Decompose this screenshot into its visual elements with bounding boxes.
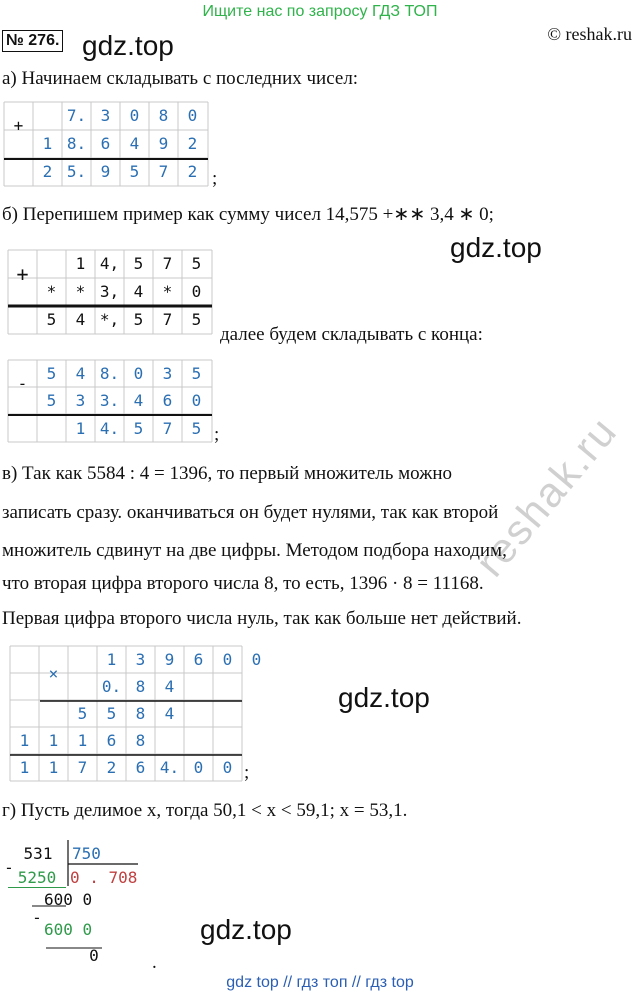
first-subtrahend: 5250 bbox=[8, 868, 66, 888]
minus-sign: - bbox=[4, 858, 14, 877]
cell: 0 bbox=[222, 758, 233, 777]
cell: 0 bbox=[129, 106, 140, 125]
cell: 5 bbox=[133, 254, 144, 273]
cell: 1 bbox=[19, 758, 30, 777]
second-subtrahend: 600 0 bbox=[44, 920, 93, 939]
cell: 4 bbox=[75, 310, 86, 329]
cell: 0. bbox=[101, 677, 122, 696]
part-v-line-4: что вторая цифра второго числа 8, то есть, 1396 · 8 = 11168. bbox=[2, 573, 484, 594]
cell: 5 bbox=[46, 391, 57, 410]
cell: 5 bbox=[191, 254, 202, 273]
cell: 1 bbox=[48, 731, 59, 750]
cell: 0 bbox=[191, 282, 202, 301]
cell: 4 bbox=[164, 704, 175, 723]
cell: 0 bbox=[222, 650, 233, 669]
gdz-logo: gdz.top bbox=[82, 30, 174, 61]
cell: 1 bbox=[75, 254, 86, 273]
cell: 1 bbox=[19, 731, 30, 750]
top-ad-text[interactable]: Ищите нас по запросу ГДЗ ТОП bbox=[202, 3, 438, 20]
cell: 5 bbox=[46, 310, 57, 329]
cell: 5 bbox=[106, 704, 117, 723]
cell: 5 bbox=[133, 419, 144, 438]
cell: 0 bbox=[187, 106, 198, 125]
final-remainder: 0 bbox=[89, 946, 99, 965]
cell: 1 bbox=[48, 758, 59, 777]
cell: 7 bbox=[77, 758, 88, 777]
gdz-watermark: gdz.top bbox=[450, 232, 542, 263]
cell: 7. bbox=[66, 106, 87, 125]
cell: 5 bbox=[77, 704, 88, 723]
copyright-text: © reshak.ru bbox=[547, 24, 632, 44]
cell: 4. bbox=[99, 419, 120, 438]
part-a-text: а) Начинаем складывать с последних чисел: bbox=[2, 68, 359, 89]
semicolon: ; bbox=[212, 168, 218, 189]
cell: 4, bbox=[99, 254, 120, 273]
cell: 4 bbox=[75, 364, 86, 383]
bottom-ad-links[interactable]: gdz top // гдз топ // гдз top bbox=[226, 974, 414, 991]
cell: 4 bbox=[129, 134, 140, 153]
cell: 6 bbox=[193, 650, 204, 669]
long-division bbox=[4, 840, 164, 970]
part-b-subtraction-grid bbox=[8, 360, 212, 442]
cell: 1 bbox=[75, 419, 86, 438]
cell: 5 bbox=[46, 364, 57, 383]
cell: 1 bbox=[106, 650, 117, 669]
cell: 0 bbox=[191, 391, 202, 410]
cell: 2 bbox=[42, 162, 53, 181]
cell: 2 bbox=[187, 134, 198, 153]
cell: 5 bbox=[133, 310, 144, 329]
cell: 3 bbox=[75, 391, 86, 410]
cell: 1 bbox=[77, 731, 88, 750]
plus-sign: + bbox=[13, 116, 24, 135]
gdz-watermark: gdz.top bbox=[200, 914, 292, 945]
cell: 6 bbox=[100, 134, 111, 153]
cell: 7 bbox=[162, 419, 173, 438]
part-b-addition-grid bbox=[8, 250, 212, 334]
cell: 3 bbox=[100, 106, 111, 125]
cell: 4 bbox=[133, 391, 144, 410]
minus-sign: - bbox=[32, 908, 42, 927]
part-v-line-1: в) Так как 5584 : 4 = 1396, то первый множитель можно bbox=[2, 463, 452, 484]
cell: 9 bbox=[158, 134, 169, 153]
cell: 3 bbox=[135, 650, 146, 669]
cell: 3, bbox=[99, 282, 120, 301]
plus-sign: + bbox=[16, 262, 29, 286]
cell: 5 bbox=[191, 310, 202, 329]
cell: 5 bbox=[129, 162, 140, 181]
divisor: 750 bbox=[72, 844, 101, 863]
cell: 6 bbox=[135, 758, 146, 777]
multiply-sign: × bbox=[48, 664, 59, 683]
cell: 4. bbox=[159, 758, 180, 777]
semicolon: ; bbox=[214, 424, 220, 445]
part-g-text: г) Пусть делимое x, тогда 50,1 < x < 59,1; x = 53,1. bbox=[2, 800, 408, 821]
cell: * bbox=[162, 282, 173, 301]
cell: 8. bbox=[99, 364, 120, 383]
cell: 8. bbox=[66, 134, 87, 153]
part-a-addition-grid bbox=[4, 102, 208, 186]
cell: 7 bbox=[162, 254, 173, 273]
cell: 7 bbox=[158, 162, 169, 181]
cell: 8 bbox=[158, 106, 169, 125]
part-b-text: б) Перепишем пример как сумму чисел 14,575 +∗∗ 3,4 ∗ 0; bbox=[2, 204, 494, 225]
cell: 4 bbox=[164, 677, 175, 696]
cell: 0 bbox=[133, 364, 144, 383]
cell: 8 bbox=[135, 704, 146, 723]
cell: 2 bbox=[187, 162, 198, 181]
cell: 5 bbox=[191, 364, 202, 383]
cell: 0 bbox=[193, 758, 204, 777]
cell: 2 bbox=[106, 758, 117, 777]
part-b-continue-text: далее будем складывать с конца: bbox=[220, 324, 483, 345]
cell: * bbox=[75, 282, 86, 301]
cell: 5. bbox=[66, 162, 87, 181]
part-v-line-2: записать сразу. оканчиваться он будет нулями, так как второй bbox=[2, 502, 499, 523]
cell: 8 bbox=[135, 731, 146, 750]
part-v-line-3: множитель сдвинут на две цифры. Методом подбора находим, bbox=[2, 540, 507, 561]
cell: 4 bbox=[133, 282, 144, 301]
semicolon: ; bbox=[244, 762, 250, 783]
minus-sign: - bbox=[17, 374, 28, 393]
cell: 0 bbox=[251, 650, 262, 669]
cell: 3 bbox=[162, 364, 173, 383]
cell: 8 bbox=[135, 677, 146, 696]
cell: *, bbox=[99, 310, 120, 329]
cell: 9 bbox=[164, 650, 175, 669]
cell: * bbox=[46, 282, 57, 301]
cell: 5 bbox=[191, 419, 202, 438]
reshak-watermark: reshak.ru bbox=[466, 407, 627, 586]
quotient: 0 . 708 bbox=[70, 868, 138, 887]
cell: 9 bbox=[100, 162, 111, 181]
first-remainder: 600 0 bbox=[44, 890, 93, 909]
end-dot: . bbox=[152, 952, 157, 973]
cell: 1 bbox=[42, 134, 53, 153]
part-v-multiplication-grid bbox=[10, 646, 262, 781]
cell: 6 bbox=[106, 731, 117, 750]
task-number-badge: № 276. bbox=[2, 30, 63, 52]
gdz-watermark: gdz.top bbox=[338, 682, 430, 713]
part-v-line-5: Первая цифра второго числа нуль, так как больше нет действий. bbox=[2, 608, 522, 629]
cell: 3. bbox=[99, 391, 120, 410]
dividend: 531 bbox=[23, 844, 53, 863]
cell: 7 bbox=[162, 310, 173, 329]
cell: 6 bbox=[162, 391, 173, 410]
